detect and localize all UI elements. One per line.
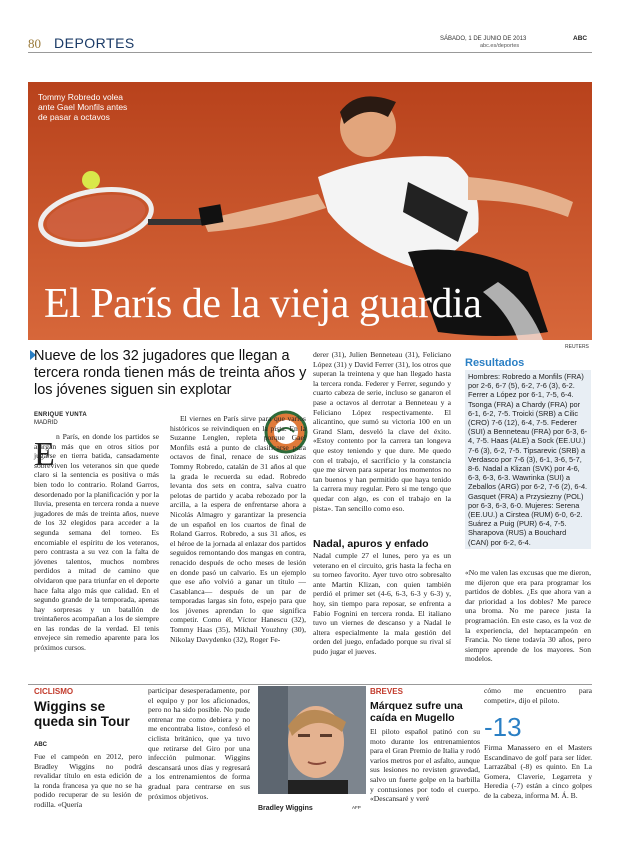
drop-cap: E [34, 436, 55, 473]
header-rule [28, 52, 592, 53]
header-url: abc.es/deportes [480, 43, 520, 49]
page-number: 80 [28, 36, 41, 51]
golf-body: Firma Manassero en el Masters Escandinavo de golf para ser líder. Larrazábal (-8) es quinto. En La Gomera, Claverie, Legarreta y Heredia (-7) están a cinco golpes de la cabeza, informa M. Á. B. [484, 743, 592, 800]
article-column-3: derer (31), Julien Benneteau (31), Feliciano López (31) y David Ferrer (31), los otros que superan la treintena y que han llegado hasta la tercera ronda. Federer y Ferrer, segundo y cuarto cabeza de serie, incluso se ganaron el pase a octavos al derrotar a Benneteau y a Feliciano López respectivamente. El alicantino, que sumó su victoria 100 en un Grand Slam, desveló la clave del éxito. «Estoy contento por la carrera tan longeva que estoy teniendo y que dure. Me quedo con el trabajo, el sacrificio y la constancia que me sirven para superar los momentos no tan buenos y han permitido que haya tenido la carrera muy regular. Pero si me tengo que quedar con algo, es con el trabajo en la pista». Tan sencillo como eso. [313, 350, 451, 513]
article-subhead: Nadal, apuros y enfado [313, 538, 429, 550]
article-column-3b: Nadal cumple 27 el lunes, pero ya es un veterano en el circuito, gris hasta la fecha en su torneo favorito. Ayer tuvo otro sobresalto ante Martin Klizan, con quien también perdió el primer set (4-6, 6-3, 6-3 y 6-3) y, hoy, sin tiempo para reposar, se enfrenta a Fabio Fognini en tercera ronda. El italiano tuvo un viernes de descanso y a Nadal le altera especialmente la mala gestión del orden del juego, enfadado porque su rival sí pudo jugar el jueves. [313, 551, 451, 656]
cycling-body-2: participar desesperadamente, por el equipo y por los aficionados, pero no ha sido posible. No pude entrenar me como debiera y no me encontraba listo», confesó el ciclista británico, que ya tuvo que retirarse del Giro por una infección pulmonar. Wiggins descansará unos días y regresará a los entrenamientos de forma gradual para centrarse en sus próximos objetivos. [148, 686, 250, 801]
marquez-body: El piloto español patinó con su moto durante los entrenamientos para el Gran Premio de Italia y rodó varios metros por el asfalto, aunque sus lesiones no revisten gravedad, salvo un fuerte golpe en la barbilla y contusiones por todo el cuerpo. «Descansaré y veré [370, 727, 480, 804]
results-title: Resultados [465, 357, 525, 369]
article-dateline: MADRID [34, 420, 58, 426]
cycling-headline: Wiggins se queda sin Tour [34, 699, 130, 729]
wiggins-photo [258, 686, 366, 794]
article-deck: Nueve de los 32 jugadores que llegan a tercera ronda tienen más de treinta años y los jóvenes siguen sin explotar [34, 348, 307, 398]
page-header [0, 0, 620, 58]
header-paper-name: ABC [573, 35, 588, 42]
photo-caption: Tommy Robredo volea ante Gael Monfils antes de pasar a octavos [38, 92, 128, 122]
article-column-1: n París, en donde los partidos se alargan más que en otros sitios por jugarse en tierra batida, cansadamente sobreviven los veteranos sin que quede claro si la sentencia es positiva o más bien todo lo contrario. Roland Garros, desordenado por la planificación y por la lluvia, presenta en tercera ronda a nueve jugadores de más de treinta años, nueve de los 32 elegidos para acceder a la segunda semana del torneo. Es encomiable el espíritu de los veteranos, pero contrasta a su vez con la falta de jóvenes talentos, muchos nombres perdidos a mitad de camino que olvidaron que para triunfar en el deporte hace falta algo más que calidad. En el segundo grande de la temporada, apenas hay sorpresas y un batallón de treintañeros acompañan a los de siempre en las rondas de la verdad. El tenis envejece sin remedio aparente para los próximos cursos. [34, 432, 159, 653]
main-headline: El París de la vieja guardia [44, 281, 482, 327]
cycling-body-1: Fue el campeón en 2012, pero Bradley Wiggins no podrá revalidar título en esta edición de la ronda francesa ya que no se ha podido recuperar de su lesión de rodilla. «Quería [34, 752, 142, 809]
article-column-2: El viernes en París sirve para que varios históricos se reivindiquen en la pista. En la Suzanne Lenglen, repleta porque Gael Monfils está a punto de clasificarse para octavos de final, renace de sus cenizas Tommy Robredo, catalán de 31 años al que la grada le recuerda su edad. Robredo levanta dos sets en contra, salva cuatro pelotas de partido y acaba rebozado por la arcilla, a la espera de enfrentarse ahora a Nicolás Almagro y garantizar la presencia de un español en los cuartos de final de Roland Garros. Robredo, a sus 31 años, es el héroe de la jornada al enlazar dos partidos seguidos remontando dos mangas en contra, renacido después de ocho meses de lesión en donde pasó un calvario. Es un ejemplo que ese año volvió a ganar un título —Casablanca— después de un par de temporadas largas sin foto, espejo para que los jóvenes aprendan lo que significa competir. Como él, Víctor Hanescu (32), Tommy Haas (35), Mikhail Youzhny (30), Nikolay Davydenko (32), Roger Fe- [170, 414, 306, 644]
section-title: DEPORTES [54, 35, 135, 51]
bottom-rule [28, 684, 592, 685]
cycling-kicker: CICLISMO [34, 687, 74, 696]
photo-credit: REUTERS [565, 344, 589, 350]
results-body: Hombres: Robredo a Monfils (FRA) por 2-6, 6-7 (5), 6-2, 7-6 (3), 6-2. Ferrer a López por 6-1, 7-5, 6-4. Tsonga (FRA) a Chardy (FRA) por 6-1, 6-2, 7-5. Troicki (SRB) a Cilic (CRO) 7-6 (12), 6-4, 7-5. Federer (SUI) a Benneteau (FRA) por 6-3, 6-4, 7-5. Haas (ALE) a Sock (EE.UU.) 7-6 (3), 6-2, 7-5. Tipsarevic (SRB) a Verdasco por 7-6 (3), 6-1, 3-6, 5-7, 8-6. Nadal a Klizan (SVK) por 4-6, 6-3, 6-3, 6-3. Wawrinka (SUI) a Zeballos (ARG) por 6-2, 7-6 (2), 6-4. Gasquet (FRA) a Przysiezny (POL) por 6-3, 6-3, 6-0. Mujeres: Serena (EE.UU.) a Cirstea (RUM) 6-0, 6-2. Suárez a Puig (PUR) 6-4, 7-5. Sharapova (RUS) a Bouchard (CAN) por 6-2, 6-4. [465, 370, 591, 549]
breves-kicker: BREVES [370, 687, 403, 696]
marquez-headline: Márquez sufre una caída en Mugello [370, 700, 463, 724]
header-date: SÁBADO, 1 DE JUNIO DE 2013 [440, 36, 527, 42]
results-quote: «No me valen las excusas que me dieron, me dijeron que era para programar los partidos de dobles. ¿Es que ahora van a dar prioridad a los dobles? Me parece una broma. No me parece justa la programación. En este caso, es la voz de la experiencia, del heptacampeón en Francia. No tiene todavía 30 años, pero siempre aprende de los mayores. Son modelos. [465, 568, 591, 664]
wiggins-photo-credit: AFP [352, 805, 361, 810]
wiggins-photo-caption: Bradley Wiggins [258, 805, 313, 812]
golf-score: -13 [484, 712, 522, 742]
cycling-byline: ABC [34, 742, 47, 748]
marquez-body-continued: cómo me encuentro para competir», dijo el piloto. [484, 686, 592, 705]
article-byline: ENRIQUE YUNTA [34, 412, 88, 418]
